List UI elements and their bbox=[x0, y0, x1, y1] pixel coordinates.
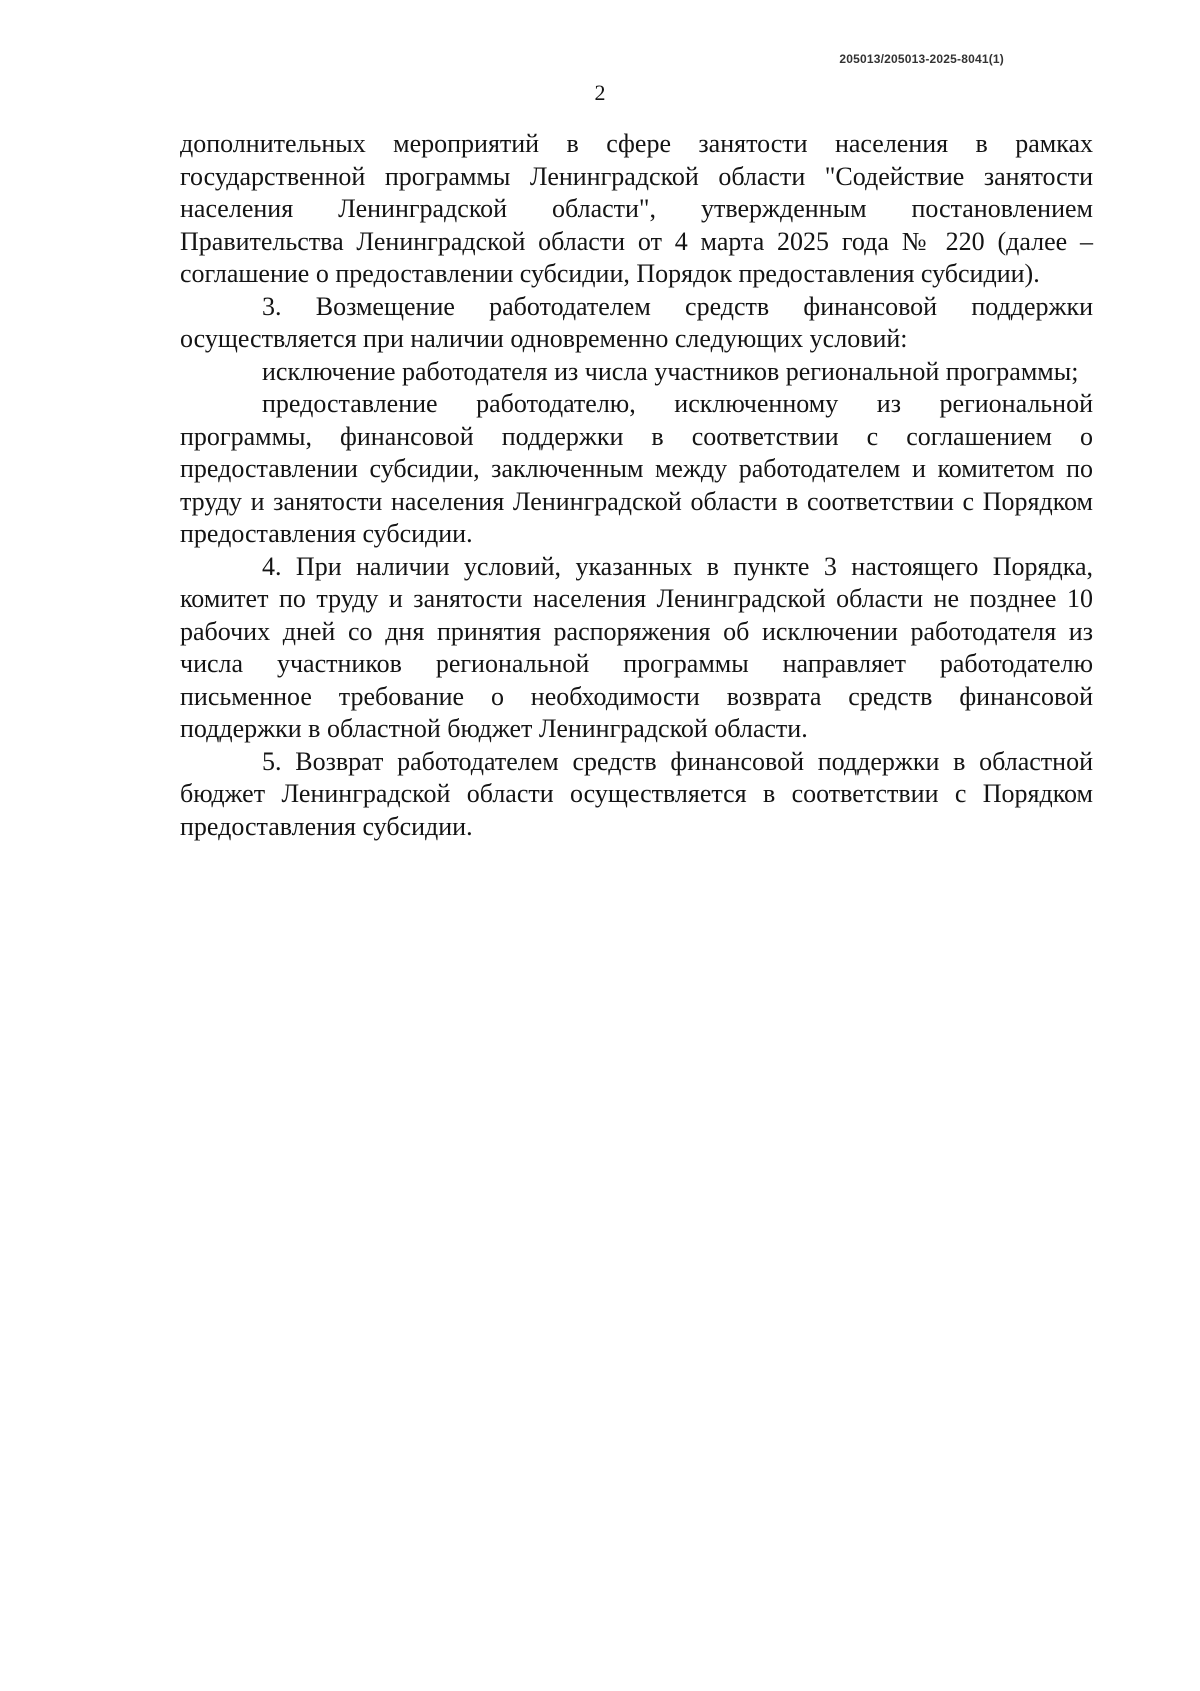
page-number: 2 bbox=[594, 80, 606, 105]
paragraph-item-5: 5. Возврат работодателем средств финансовой поддержки в областной бюджет Ленинградской области осуществляется в соответствии с Порядком предоставления субсидии. bbox=[180, 746, 1093, 841]
paragraph-condition-support: предоставление работодателю, исключенному из региональной программы, финансовой поддержки в соответствии с соглашением о предоставлении субсидии, заключенным между работодателем и комитетом по труду и занятости населения Ленинградской области в соответствии с Порядком предоставления субсидии. bbox=[180, 389, 1093, 548]
paragraph-item-4: 4. При наличии условий, указанных в пункте 3 настоящего Порядка, комитет по труду и занятости населения Ленинградской области не позднее 10 рабочих дней со дня принятия распоряжения об исключении работодателя из числа участников региональной программы направляет работодателю письменное требование о необходимости возврата средств финансовой поддержки в областной бюджет Ленинградской области. bbox=[180, 551, 1093, 743]
paragraph-continuation: дополнительных мероприятий в сфере занятости населения в рамках государственной программы Ленинградской области "Содействие занятости населения Ленинградской области", утвержденным постановлением Правительства Ленинградской области от 4 марта 2025 года № 220 (далее – соглашение о предоставлении субсидии, Порядок предоставления субсидии). bbox=[180, 129, 1093, 288]
document-body bbox=[180, 128, 1093, 843]
paragraph-condition-exclusion: исключение работодателя из числа участников региональной программы; bbox=[262, 356, 1079, 386]
document-registration-number: 205013/205013-2025-8041(1) bbox=[839, 52, 1004, 66]
paragraph-item-3: 3. Возмещение работодателем средств финансовой поддержки осуществляется при наличии одновременно следующих условий: bbox=[180, 291, 1093, 353]
